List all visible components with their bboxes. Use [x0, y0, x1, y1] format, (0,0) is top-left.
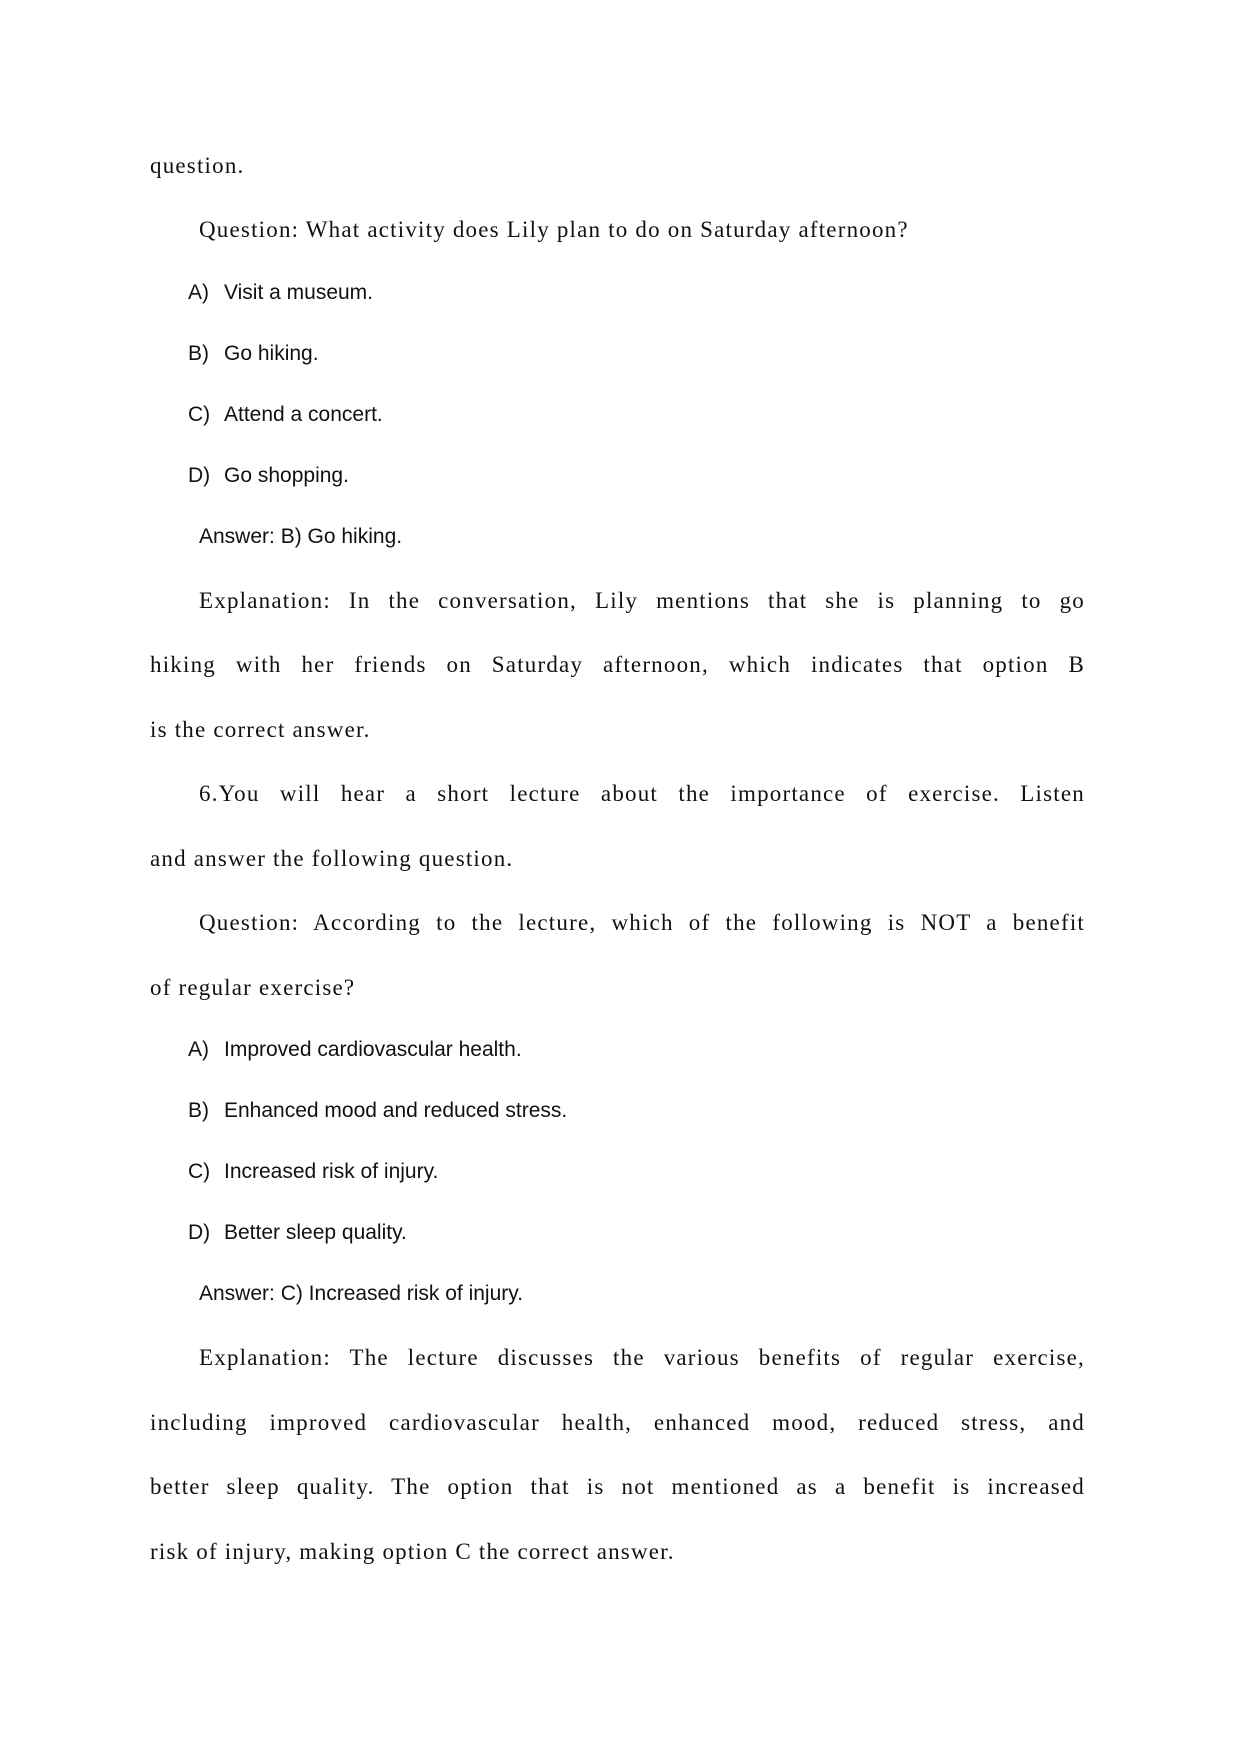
- option-c: [188, 1160, 438, 1184]
- explanation-line: hiking with her friends on Saturday afternoon, which indicates that option B: [150, 652, 1085, 677]
- option-text: Attend a concert.: [224, 403, 383, 426]
- option-letter: C): [188, 403, 211, 426]
- question-text: Question: According to the lecture, which of the following is NOT a benefit: [199, 910, 1085, 935]
- option-letter: A): [188, 1038, 209, 1061]
- answer-text: Answer: C) Increased risk of injury.: [199, 1282, 524, 1305]
- option-letter: D): [188, 1221, 211, 1244]
- item-prompt-line: and answer the following question.: [150, 846, 514, 871]
- option-letter: C): [188, 1160, 211, 1183]
- option-c: [188, 403, 383, 427]
- option-text: Go shopping.: [224, 464, 349, 487]
- explanation-line: risk of injury, making option C the correct answer.: [150, 1539, 675, 1564]
- option-b: [188, 1099, 567, 1123]
- option-d: [188, 1221, 407, 1245]
- option-letter: D): [188, 464, 211, 487]
- option-letter: B): [188, 342, 209, 365]
- explanation-line: Explanation: The lecture discusses the various benefits of regular exercise,: [199, 1345, 1085, 1370]
- option-text: Improved cardiovascular health.: [224, 1038, 522, 1061]
- option-a: [188, 1038, 522, 1062]
- option-b: [188, 342, 319, 366]
- explanation-line: Explanation: In the conversation, Lily mentions that she is planning to go: [199, 588, 1085, 613]
- explanation-line: including improved cardiovascular health, enhanced mood, reduced stress, and: [150, 1410, 1085, 1435]
- option-text: Better sleep quality.: [224, 1221, 407, 1244]
- option-text: Go hiking.: [224, 342, 319, 365]
- option-a: [188, 281, 373, 305]
- explanation-line: is the correct answer.: [150, 717, 371, 742]
- option-d: [188, 464, 349, 488]
- paragraph-line: question.: [150, 153, 245, 178]
- item-prompt-line: 6.You will hear a short lecture about the importance of exercise. Listen: [199, 781, 1085, 806]
- explanation-line: better sleep quality. The option that is not mentioned as a benefit is increased: [150, 1474, 1085, 1499]
- option-letter: A): [188, 281, 209, 304]
- option-letter: B): [188, 1099, 209, 1122]
- option-text: Enhanced mood and reduced stress.: [224, 1099, 568, 1122]
- answer-text: Answer: B) Go hiking.: [199, 525, 403, 548]
- option-text: Increased risk of injury.: [224, 1160, 439, 1183]
- option-text: Visit a museum.: [224, 281, 373, 304]
- question-text: Question: What activity does Lily plan to do on Saturday afternoon?: [199, 217, 909, 242]
- question-text: of regular exercise?: [150, 975, 356, 1000]
